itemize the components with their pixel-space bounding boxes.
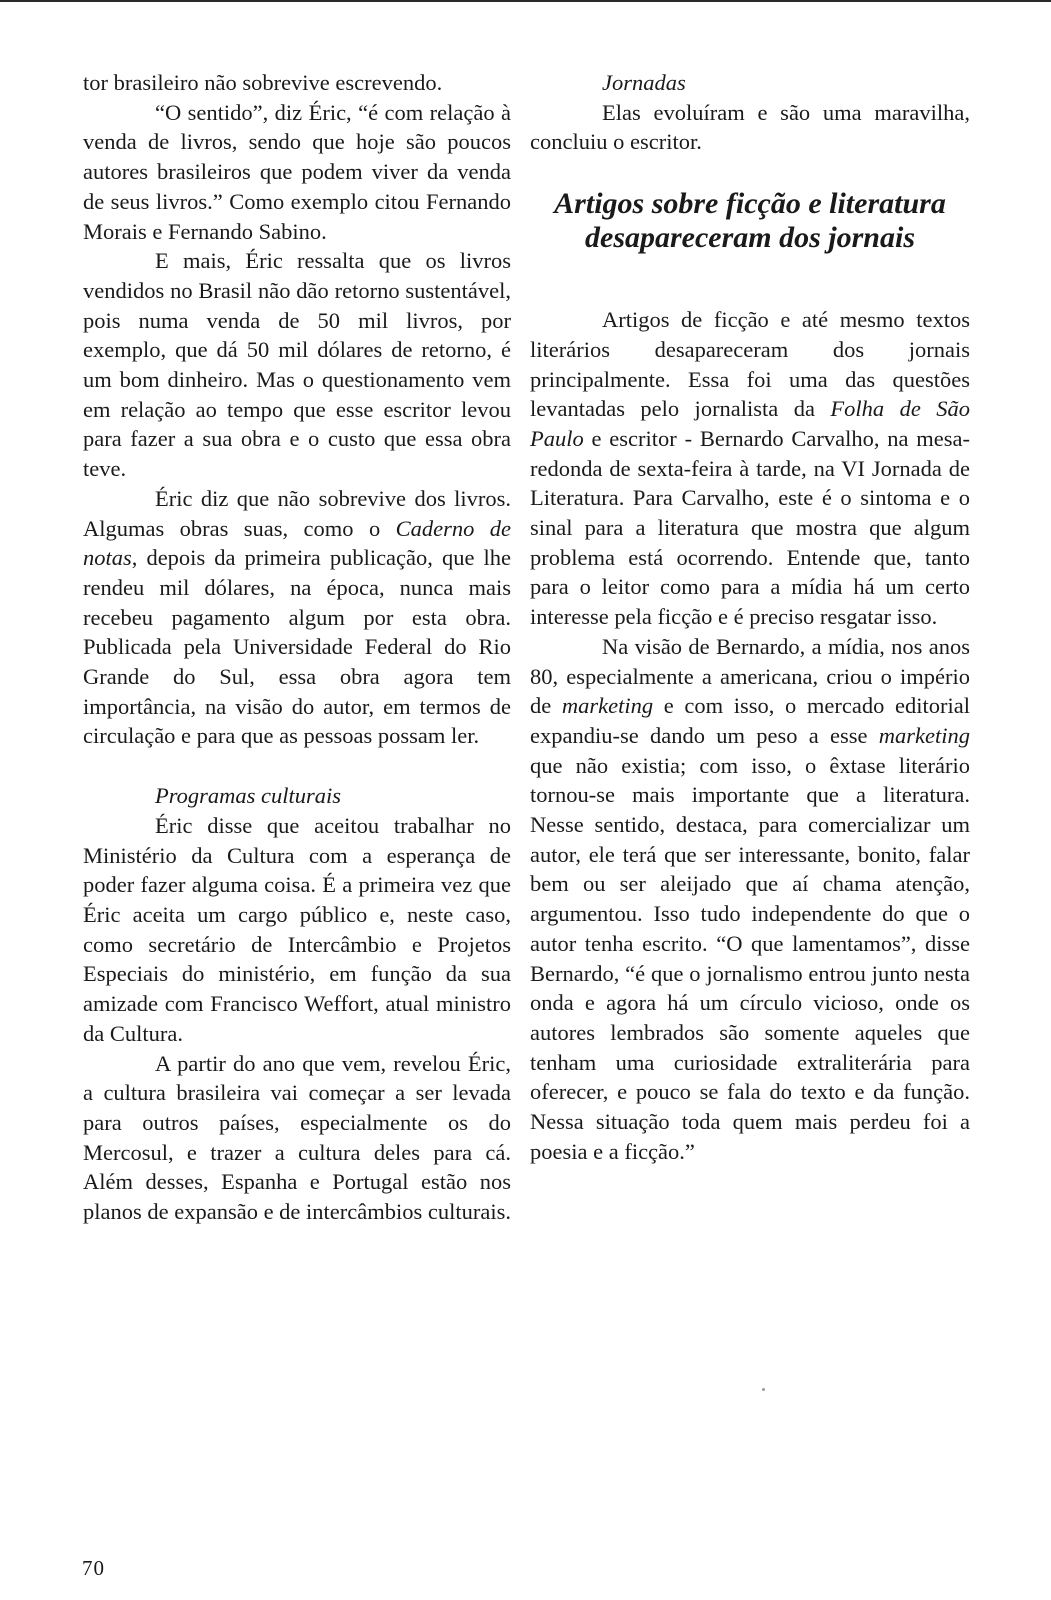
- newspaper-title-italic: Folha de São Paulo: [530, 396, 971, 451]
- scan-speck: [762, 1388, 765, 1391]
- top-border-line: [0, 0, 1051, 2]
- marketing-italic: marketing: [561, 693, 654, 719]
- paragraph-text: Artigos de ficção e até mesmo textos literários desapareceram dos jornais principalmente. Essa foi uma das questões levantadas pelo jornalista da: [530, 307, 970, 422]
- paragraph-text: Éric diz que não sobrevive dos livros. Algumas obras suas, como o: [83, 485, 511, 541]
- subheading-programas-culturais: Programas culturais: [155, 783, 342, 809]
- paragraph-artigos-de-ficcao: [530, 305, 970, 632]
- paragraph-o-sentido: “O sentido”, diz Éric, “é com relação à venda de livros, sendo que hoje são poucos autores brasileiros que podem viver da venda de seus livros.” Como exemplo citou Fernando Morais e Fernando Sabino.: [83, 99, 511, 244]
- paragraph-ministerio: Éric disse que aceitou trabalhar no Ministério da Cultura com a esperança de poder fazer alguma coisa. É a primeira vez que Éric aceita um cargo público e, neste caso, como secretário de Intercâmbio e Projetos Especiais do ministério, em função da sua amizade com Francisco Weffort, atual ministro da Cultura.: [83, 812, 511, 1046]
- section-heading: Artigos sobre ficção e literatura desapareceram dos jornais: [554, 187, 946, 255]
- left-column: [83, 68, 511, 1227]
- paragraph-text: e com isso, o mercado editorial expandiu-se dando um peso a esse: [530, 693, 970, 748]
- page-number: 70: [82, 1556, 105, 1580]
- paragraph-visao-de-bernardo: [530, 632, 970, 1167]
- book-title-italic: Caderno de notas: [83, 515, 511, 571]
- paragraph-elas-evoluiram: Elas evoluíram e são uma maravilha, concluiu o escritor.: [530, 99, 970, 155]
- paragraph-text: que não existia; com isso, o êxtase literário tornou-se mais importante que a literatura. Nesse sentido, destaca, para comercializar um autor, ele terá que ser interessante, bonito, falar bem ou ser aleijado que aí chama atenção, argumentou. Isso tudo independente do que o autor tenha escrito. “O que lamentamos”, disse Bernardo, “é que o jornalismo entrou junto nesta onda e agora há um círculo vicioso, onde os autores lembrados são somente aqueles que tenham uma curiosidade extraliterária para oferecer, e pouco se fala do texto e da função. Nessa situação toda quem mais perdeu foi a poesia e a ficção.”: [530, 752, 970, 1164]
- paragraph-continuation: tor brasileiro não sobrevive escrevendo.: [83, 70, 443, 95]
- paragraph-text: e escritor - Bernardo Carvalho, na mesa-redonda de sexta-feira à tarde, na VI Jornada de Literatura. Para Carvalho, este é o sintoma e o sinal para a literatura que mostra que algum problema está ocorrendo. Entende que, tanto para o leitor como para a mídia há um certo interesse pela ficção e é preciso resgatar isso.: [530, 425, 970, 630]
- paragraph-text: , depois da primeira publicação, que lhe rendeu mil dólares, na época, nunca mais recebeu pagamento algum por esta obra. Publicada pela Universidade Federal do Rio Grande do Sul, essa obra agora tem importância, na visão do autor, em termos de circulação e para que as pessoas possam ler.: [83, 545, 511, 749]
- paragraph-eric-nao-sobrevive: [83, 484, 511, 751]
- paragraph-e-mais: E mais, Éric ressalta que os livros vendidos no Brasil não dão retorno sustentável, pois numa venda de 50 mil livros, por exemplo, que dá 50 mil dólares de retorno, é um bom dinheiro. Mas o questionamento vem em relação ao tempo que esse escritor levou para fazer a sua obra e o custo que essa obra teve.: [83, 248, 511, 482]
- marketing-italic: marketing: [878, 722, 970, 748]
- subheading-jornadas: Jornadas: [602, 70, 686, 95]
- right-column: [530, 68, 970, 1167]
- paragraph-text: Na visão de Bernardo, a mídia, nos anos 80, especialmente a americana, criou o império de: [530, 633, 970, 719]
- paragraph-a-partir: A partir do ano que vem, revelou Éric, a cultura brasileira vai começar a ser levada para outros países, especialmente os do Mercosul, e trazer a cultura deles para cá. Além desses, Espanha e Portugal estão nos planos de expansão e de intercâmbios culturais.: [83, 1050, 511, 1225]
